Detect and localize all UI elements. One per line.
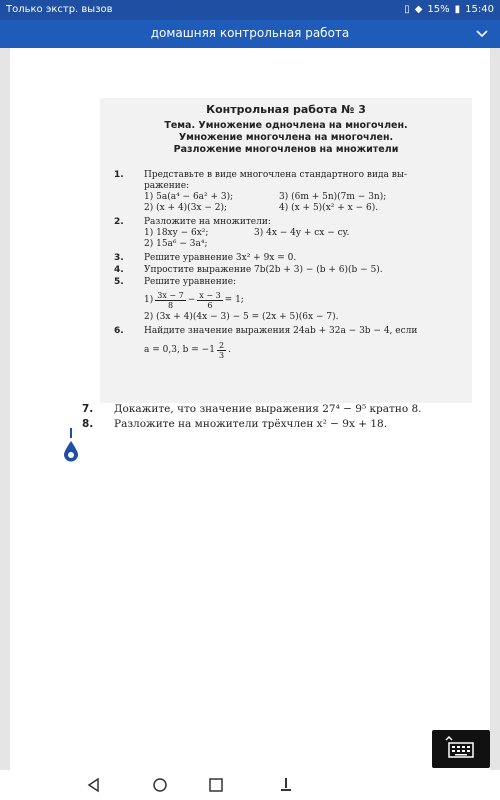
task-item: 2) 15a⁶ − 3a⁴; xyxy=(144,239,208,249)
scanned-test-image xyxy=(100,98,472,403)
vibrate-icon: ▯ xyxy=(404,4,410,15)
home-icon[interactable] xyxy=(152,777,168,793)
status-bar xyxy=(0,0,500,20)
wifi-icon: ◆ xyxy=(414,4,423,15)
text-cursor xyxy=(70,428,72,438)
condition-text: a = 0,3, b = −1 xyxy=(144,344,215,355)
document-page[interactable] xyxy=(10,48,490,770)
fraction xyxy=(155,291,185,310)
task-text: Решите уравнение 3x² + 9x = 0. xyxy=(144,253,297,263)
theme-line: Разложение многочленов на множители xyxy=(173,144,399,155)
task-text: Упростите выражение 7b(2b + 3) − (b + 6)(b − 5). xyxy=(144,265,383,275)
task-number: 7. xyxy=(82,403,94,415)
keyboard-icon xyxy=(432,730,490,768)
task-text: Решите уравнение: xyxy=(144,277,237,287)
status-icons xyxy=(404,4,494,15)
fraction-numerator: 2 xyxy=(218,340,225,350)
equation-2: 2) (3x + 4)(4x − 3) − 5 = (2x + 5)(6x − 7). xyxy=(144,312,339,322)
task-number: 6. xyxy=(114,326,124,336)
task-number: 8. xyxy=(82,418,94,430)
task-text: Разложите на множители: xyxy=(144,217,271,227)
equation-rhs: = 1; xyxy=(224,294,244,305)
theme-line: Тема. Умножение одночлена на многочлен. xyxy=(164,120,408,131)
task-item: 2) (x + 4)(3x − 2); xyxy=(144,203,228,213)
clock-text: 15:40 xyxy=(465,4,494,15)
task-text: Разложите на множители трёхчлен x² − 9x + 18. xyxy=(114,418,388,430)
task-condition xyxy=(144,337,417,363)
fraction xyxy=(197,291,222,310)
operator: − xyxy=(187,294,196,305)
battery-text: 15% xyxy=(427,4,450,15)
task-item: 1) 5a(a⁴ − 6a² + 3); xyxy=(144,192,234,202)
task-item: 4) (x + 5)(x² + x − 6). xyxy=(279,203,379,213)
task-number: 4. xyxy=(114,265,124,275)
fraction-denominator: 8 xyxy=(167,300,174,310)
task-text: ражение: xyxy=(144,181,190,191)
recent-apps-icon[interactable] xyxy=(208,777,224,793)
notifications-icon[interactable] xyxy=(278,777,294,793)
app-title-bar xyxy=(0,20,500,48)
task-number: 5. xyxy=(114,277,124,287)
task-number: 1. xyxy=(114,170,124,180)
fraction-denominator: 3 xyxy=(218,350,225,360)
test-heading: Контрольная работа № 3 xyxy=(206,103,366,116)
task-text: Докажите, что значение выражения 27⁴ − 9⁵ кратно 8. xyxy=(114,403,422,415)
page-title: домашняя контрольная работа xyxy=(150,26,350,40)
task-number: 3. xyxy=(114,253,124,263)
back-icon[interactable] xyxy=(86,777,102,793)
fraction-denominator: 6 xyxy=(207,300,213,310)
fraction-numerator: x − 3 xyxy=(199,290,221,300)
task-item: 3) 4x − 4y + cx − cy. xyxy=(254,228,350,238)
task-text: Найдите значение выражения 24ab + 32a − 3b − 4, если xyxy=(144,326,418,336)
task-item: 3) (6m + 5n)(7m − 3n); xyxy=(279,192,387,202)
keyboard-toggle-button[interactable] xyxy=(432,730,490,768)
carrier-text: Только экстр. вызов xyxy=(6,4,113,15)
battery-icon: ▮ xyxy=(454,4,461,15)
condition-suffix: . xyxy=(228,344,231,355)
equation-1 xyxy=(144,288,338,312)
task-text: Представьте в виде многочлена стандартного вида вы- xyxy=(144,170,408,180)
fraction-numerator: 3x − 7 xyxy=(157,290,184,300)
fraction xyxy=(217,341,226,360)
test-theme xyxy=(100,120,472,156)
task-number: 2. xyxy=(114,217,124,227)
navigation-bar xyxy=(0,770,500,800)
selection-handle-icon[interactable] xyxy=(63,440,79,462)
task-item: 1) 18xy − 6x²; xyxy=(144,228,209,238)
chevron-down-icon[interactable] xyxy=(474,25,490,41)
equation-label: 1) xyxy=(144,294,154,305)
theme-line: Умножение многочлена на многочлен. xyxy=(178,132,394,143)
